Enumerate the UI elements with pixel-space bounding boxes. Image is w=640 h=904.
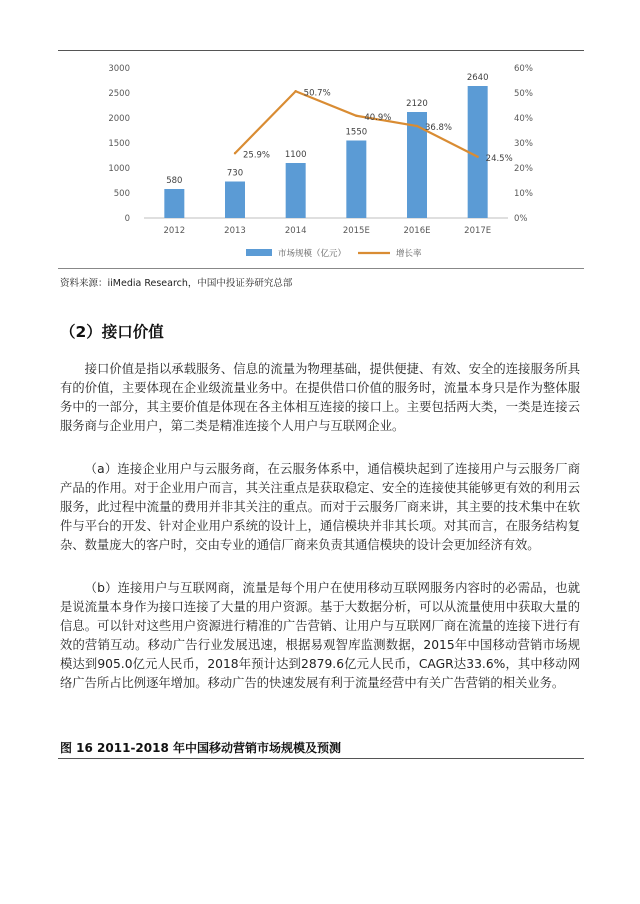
bar (225, 182, 245, 219)
bar-value-label: 730 (226, 168, 244, 179)
growth-rate-point (234, 152, 236, 154)
bar (286, 163, 306, 218)
x-tick-label: 2014 (284, 226, 307, 236)
legend-line-label: 增长率 (396, 249, 422, 259)
y-left-tick-label: 3000 (108, 64, 130, 74)
x-tick-label: 2012 (163, 226, 186, 236)
y-left-tick-label: 1500 (108, 139, 130, 149)
figure-rule (58, 758, 584, 759)
growth-rate-label: 24.5% (485, 153, 513, 164)
paragraph-internet-users: （b）连接用户与互联网商，流量是每个用户在使用移动互联网服务内容时的必需品，也就是说流量本身作为接口连接了大量的用户资源。基于大数据分析，可以从流量使用中获取大量的信息。可以针对这些用户资源进行精准的广告营销、让用户与互联网厂商在流量的连接下进行有效的营销互动。移动广告行业发展迅速，根据易观智库监测数据，2015年中国移动营销市场规模达到905.0亿元人民币，2018年预计达到2879.6亿元人民币，CAGR达33.6%，其中移动网络广告所占比例逐年增加。移动广告的快速发展有利于流量经营中有关广告营销的相关业务。 (60, 581, 580, 690)
y-left-tick-label: 2500 (108, 89, 130, 99)
market-size-chart (96, 58, 556, 268)
figure-caption: 图 16 2011-2018 年中国移动营销市场规模及预测 (60, 741, 342, 755)
x-tick-label: 2015E (342, 226, 370, 236)
bar-value-label: 2120 (406, 99, 428, 109)
bar (407, 112, 427, 218)
source-note: 资料来源：iiMedia Research，中国中投证券研究总部 (60, 278, 293, 289)
legend-bar-swatch (246, 249, 272, 256)
legend-bar-label: 市场规模（亿元） (278, 249, 347, 259)
y-right-tick-label: 0% (514, 214, 528, 224)
y-right-tick-label: 10% (514, 189, 533, 199)
bar (346, 141, 366, 219)
y-right-tick-label: 40% (514, 114, 533, 124)
y-left-tick-label: 500 (113, 189, 130, 199)
paragraph-interface-value: 接口价值是指以承载服务、信息的流量为物理基础，提供便捷、有效、安全的连接服务所具有的价值，主要体现在企业级流量业务中。在提供借口价值的服务时，流量本身只是作为整体服务中的一部分，其主要价值是体现在各主体相互连接的接口上。主要包括两大类，一类是连接云服务商与企业用户，第二类是精准连接个人用户与互联网企业。 (60, 362, 580, 433)
x-tick-label: 2013 (224, 226, 246, 236)
y-left-tick-label: 0 (124, 214, 130, 224)
growth-rate-point (416, 125, 418, 127)
bar-value-label: 1100 (284, 150, 307, 160)
growth-rate-point (294, 90, 296, 92)
section-title: （2）接口价值 (60, 323, 164, 341)
growth-rate-point (476, 156, 478, 158)
growth-rate-label: 36.8% (425, 123, 453, 133)
x-tick-label: 2017E (464, 226, 492, 236)
growth-rate-label: 50.7% (303, 88, 331, 99)
top-rule (58, 50, 584, 51)
x-tick-label: 2016E (403, 226, 431, 236)
bar (164, 189, 184, 218)
source-rule (58, 268, 584, 269)
y-right-tick-label: 30% (514, 139, 533, 149)
y-left-tick-label: 1000 (108, 164, 130, 174)
growth-rate-label: 25.9% (243, 150, 271, 161)
y-left-tick-label: 2000 (108, 114, 130, 124)
y-right-tick-label: 60% (514, 64, 533, 74)
y-right-tick-label: 20% (514, 164, 533, 174)
bar-value-label: 1550 (345, 127, 368, 138)
paragraph-cloud-users: （a）连接企业用户与云服务商，在云服务体系中，通信模块起到了连接用户与云服务厂商产品的作用。对于企业用户而言，其关注重点是获取稳定、安全的连接使其能够更有效的利用云服务，此过程中流量的费用并非其关注的重点。而对于云服务厂商来讲，其主要的技术集中在软件与平台的开发、针对企业用户系统的设计上，通信模块并非其长项。对其而言，在服务结构复杂、数量庞大的客户时，交由专业的通信厂商来负责其通信模块的设计会更加经济有效。 (60, 462, 580, 552)
bar-value-label: 2640 (466, 73, 489, 83)
growth-rate-point (355, 115, 357, 117)
y-right-tick-label: 50% (514, 89, 533, 99)
bar-value-label: 580 (166, 176, 183, 186)
growth-rate-label: 40.9% (364, 112, 392, 123)
